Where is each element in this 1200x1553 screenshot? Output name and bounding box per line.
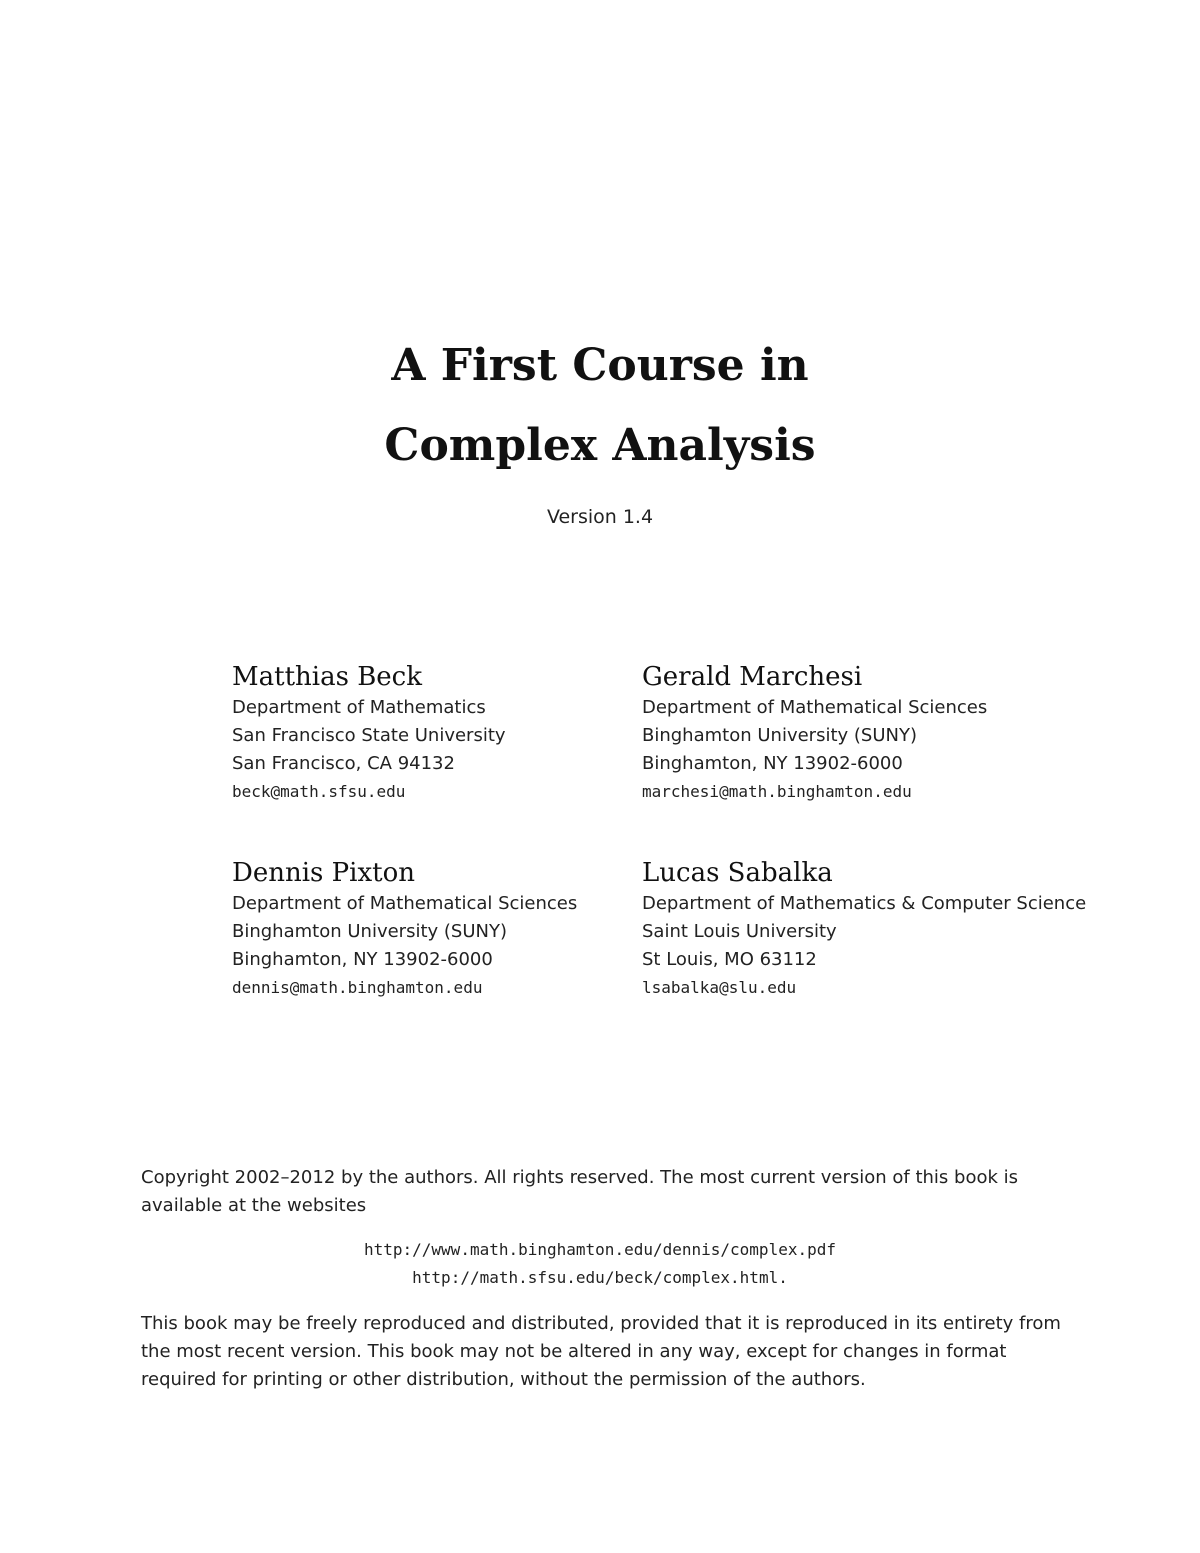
author-department: Department of Mathematics (232, 697, 486, 718)
author-block (642, 662, 1162, 806)
url-link[interactable]: http://www.math.binghamton.edu/dennis/complex.pdf (363, 1240, 836, 1259)
copyright-text: Copyright 2002–2012 by the authors. All rights reserved. The most current version of this book is available at the websites (141, 1167, 1018, 1216)
author-name: Dennis Pixton (232, 858, 415, 888)
author-department: Department of Mathematics & Computer Science (642, 893, 1087, 914)
title-line-1: A First Course in (391, 340, 809, 391)
author-address: St Louis, MO 63112 (642, 949, 817, 970)
author-name: Gerald Marchesi (642, 662, 863, 692)
author-email[interactable]: marchesi@math.binghamton.edu (642, 782, 912, 801)
author-institution: Saint Louis University (642, 921, 837, 942)
author-address: Binghamton, NY 13902-6000 (232, 949, 493, 970)
author-email[interactable]: dennis@math.binghamton.edu (232, 978, 483, 997)
title-line-2: Complex Analysis (384, 420, 816, 471)
reproduction-notice: This book may be freely reproduced and distributed, provided that it is reproduced in its entirety from the most recent version. This book may not be altered in any way, except for changes in format required for printing or other distribution, without the permission of the authors. (141, 1313, 1061, 1390)
author-department: Department of Mathematical Sciences (232, 893, 578, 914)
author-institution: San Francisco State University (232, 725, 506, 746)
author-address: San Francisco, CA 94132 (232, 753, 455, 774)
author-block (642, 858, 1162, 1002)
author-address: Binghamton, NY 13902-6000 (642, 753, 903, 774)
url-list (0, 1236, 1200, 1292)
version-label: Version 1.4 (546, 506, 654, 528)
author-name: Lucas Sabalka (642, 858, 833, 888)
author-email[interactable]: beck@math.sfsu.edu (232, 782, 406, 801)
author-institution: Binghamton University (SUNY) (232, 921, 507, 942)
author-email[interactable]: lsabalka@slu.edu (642, 978, 797, 997)
url-link[interactable]: http://math.sfsu.edu/beck/complex.html. (412, 1268, 788, 1287)
author-department: Department of Mathematical Sciences (642, 697, 988, 718)
author-name: Matthias Beck (232, 662, 422, 692)
author-institution: Binghamton University (SUNY) (642, 725, 917, 746)
